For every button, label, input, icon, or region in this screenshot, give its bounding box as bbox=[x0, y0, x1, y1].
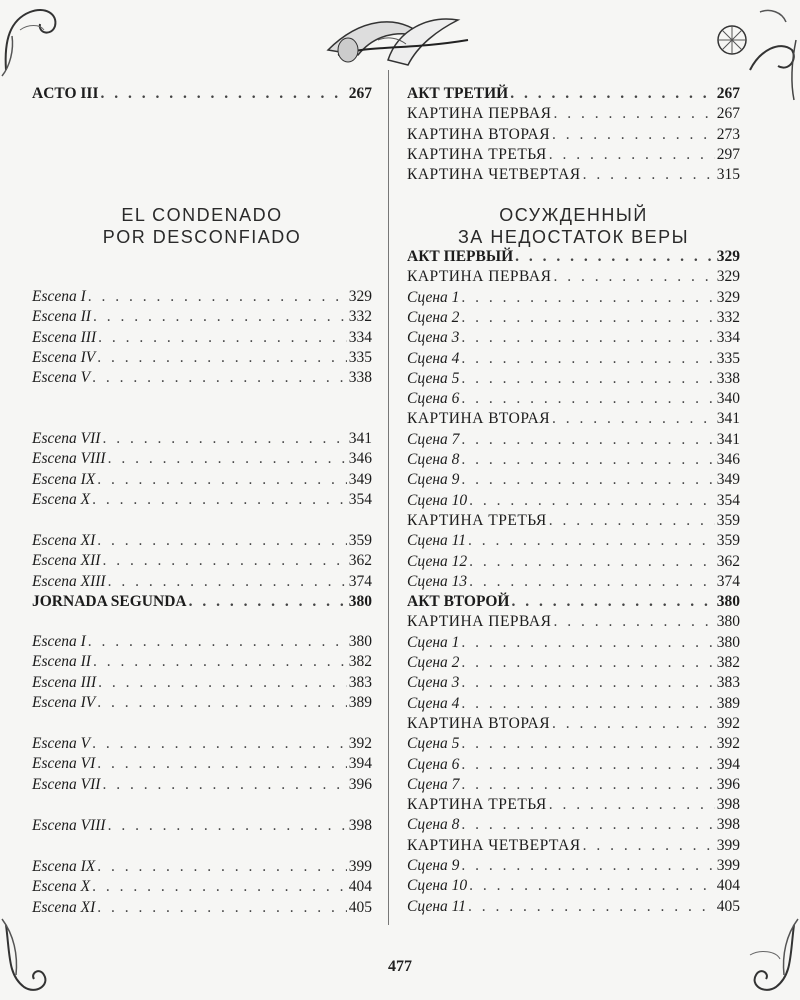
toc-entry-label: Escena VII bbox=[32, 430, 101, 447]
toc-entry[interactable] bbox=[32, 775, 372, 795]
toc-entry-label: КАРТИНА ПЕРВАЯ bbox=[407, 613, 552, 631]
leader-dots bbox=[461, 633, 714, 653]
toc-entry[interactable] bbox=[407, 633, 740, 653]
toc-entry[interactable] bbox=[407, 592, 740, 612]
leader-dots bbox=[549, 511, 715, 531]
toc-entry-label: Сцена 6 bbox=[407, 390, 460, 408]
toc-entry-page: 267 bbox=[348, 85, 372, 102]
toc-entry-label: КАРТИНА ПЕРВАЯ bbox=[407, 105, 552, 123]
toc-entry-label: КАРТИНА ТРЕТЬЯ bbox=[407, 796, 547, 814]
toc-entry-label: АКТ ТРЕТИЙ bbox=[407, 85, 509, 102]
leader-dots bbox=[97, 754, 346, 774]
toc-entry-label: Escena II bbox=[32, 308, 91, 326]
toc-entry-label: Escena X bbox=[32, 878, 91, 896]
toc-entry-label: Escena II bbox=[32, 653, 91, 671]
leader-dots bbox=[583, 165, 715, 185]
leader-dots bbox=[461, 288, 714, 308]
leader-dots bbox=[461, 856, 714, 876]
toc-entry[interactable] bbox=[407, 714, 740, 734]
toc-entry[interactable] bbox=[407, 369, 740, 389]
toc-entry[interactable] bbox=[32, 490, 372, 510]
toc-entry-page: 329 bbox=[348, 288, 372, 305]
leader-dots bbox=[92, 877, 347, 897]
leader-dots bbox=[102, 429, 346, 449]
toc-entry-page: 380 bbox=[348, 633, 372, 650]
toc-entry-page: 362 bbox=[348, 552, 372, 570]
toc-entry-page: 338 bbox=[716, 369, 740, 387]
toc-entry-page: 349 bbox=[716, 471, 740, 489]
toc-entry-page: 394 bbox=[348, 755, 372, 773]
toc-entry-page: 334 bbox=[716, 329, 740, 347]
leader-dots bbox=[552, 409, 715, 429]
toc-entry[interactable] bbox=[407, 84, 740, 104]
lily-ornament-top-center bbox=[318, 0, 478, 80]
play-title-russian bbox=[407, 204, 740, 248]
toc-entry-page: 380 bbox=[716, 613, 740, 631]
toc-entry-page: 273 bbox=[716, 125, 740, 143]
toc-entry-page: 359 bbox=[348, 532, 372, 549]
toc-entry-page: 399 bbox=[716, 836, 740, 854]
toc-entry-label: Escena IV bbox=[32, 693, 96, 711]
toc-entry[interactable] bbox=[407, 267, 740, 287]
play-title-line: POR DESCONFIADO bbox=[102, 227, 302, 247]
toc-entry-label: ACTO III bbox=[32, 85, 99, 102]
toc-entry-label: Escena I bbox=[32, 288, 86, 305]
toc-entry-label: Сцена 7 bbox=[407, 775, 460, 793]
toc-entry-page: 389 bbox=[716, 694, 740, 712]
scroll-ornament-top-left bbox=[0, 0, 70, 80]
toc-entry-page: 380 bbox=[716, 593, 740, 611]
toc-entry[interactable] bbox=[32, 693, 372, 713]
leader-dots bbox=[552, 125, 715, 145]
toc-entry-page: 392 bbox=[348, 735, 372, 752]
toc-entry-label: Escena VIII bbox=[32, 817, 106, 834]
leader-dots bbox=[468, 897, 715, 917]
toc-entry-label: Сцена 12 bbox=[407, 552, 468, 570]
toc-entry[interactable] bbox=[32, 592, 372, 612]
toc-entry-page: 354 bbox=[716, 491, 740, 509]
toc-entry-label: Сцена 8 bbox=[407, 816, 460, 834]
toc-entry-label: КАРТИНА ВТОРАЯ bbox=[407, 714, 551, 732]
toc-entry[interactable] bbox=[32, 673, 372, 693]
toc-entry-label: Escena IV bbox=[32, 348, 96, 366]
leader-dots bbox=[92, 368, 347, 388]
toc-entry[interactable] bbox=[407, 856, 740, 876]
leader-dots bbox=[552, 714, 715, 734]
toc-entry[interactable] bbox=[32, 348, 372, 368]
toc-entry[interactable] bbox=[407, 836, 740, 856]
leader-dots bbox=[98, 328, 347, 348]
toc-entry-page: 396 bbox=[348, 775, 372, 793]
leader-dots bbox=[461, 369, 714, 389]
toc-entry-page: 341 bbox=[716, 430, 740, 448]
toc-entry[interactable] bbox=[32, 531, 372, 551]
toc-entry[interactable] bbox=[407, 247, 740, 267]
toc-entry[interactable] bbox=[32, 368, 372, 388]
toc-entry-page: 383 bbox=[716, 674, 740, 692]
toc-entry-label: Сцена 13 bbox=[407, 572, 468, 590]
play-title-line: ЗА НЕДОСТАТОК ВЕРЫ bbox=[457, 227, 690, 247]
toc-entry[interactable] bbox=[32, 898, 372, 918]
toc-entry[interactable] bbox=[407, 409, 740, 429]
toc-entry-page: 396 bbox=[716, 775, 740, 793]
toc-entry[interactable] bbox=[407, 389, 740, 409]
toc-entry-page: 341 bbox=[716, 410, 740, 428]
leader-dots bbox=[461, 349, 714, 369]
toc-entry[interactable] bbox=[407, 430, 740, 450]
toc-entry[interactable] bbox=[32, 572, 372, 592]
leader-dots bbox=[553, 104, 714, 124]
toc-entry[interactable] bbox=[407, 450, 740, 470]
leader-dots bbox=[97, 470, 346, 490]
toc-entry-label: Сцена 11 bbox=[407, 532, 467, 550]
leader-dots bbox=[189, 592, 347, 612]
toc-entry[interactable] bbox=[407, 775, 740, 795]
toc-entry-page: 399 bbox=[348, 858, 372, 875]
toc-entry[interactable] bbox=[407, 125, 740, 145]
toc-entry-label: Сцена 9 bbox=[407, 471, 460, 489]
leader-dots bbox=[469, 552, 715, 572]
toc-entry-page: 362 bbox=[716, 552, 740, 570]
leader-dots bbox=[92, 734, 347, 754]
toc-entry-label: Escena III bbox=[32, 673, 97, 691]
toc-entry-page: 398 bbox=[716, 816, 740, 834]
toc-entry[interactable] bbox=[407, 470, 740, 490]
toc-entry-label: АКТ ВТОРОЙ bbox=[407, 593, 510, 611]
toc-entry[interactable] bbox=[407, 491, 740, 511]
toc-entry[interactable] bbox=[407, 328, 740, 348]
toc-entry-page: 334 bbox=[348, 328, 372, 346]
leader-dots bbox=[88, 632, 347, 652]
toc-entry-page: 359 bbox=[716, 511, 740, 529]
play-title-line: ОСУЖДЕННЫЙ bbox=[499, 205, 648, 225]
toc-entry[interactable] bbox=[32, 449, 372, 469]
toc-entry[interactable] bbox=[32, 857, 372, 877]
toc-entry[interactable] bbox=[407, 572, 740, 592]
toc-entry-label: Сцена 7 bbox=[407, 430, 460, 448]
leader-dots bbox=[461, 450, 714, 470]
toc-entry-page: 332 bbox=[716, 308, 740, 326]
leader-dots bbox=[108, 816, 347, 836]
toc-entry[interactable] bbox=[32, 754, 372, 774]
toc-entry[interactable] bbox=[407, 734, 740, 754]
toc-entry-label: Escena X bbox=[32, 490, 91, 508]
leader-dots bbox=[553, 612, 714, 632]
toc-entry-label: Escena VIII bbox=[32, 450, 106, 468]
toc-entry[interactable] bbox=[407, 511, 740, 531]
toc-entry[interactable] bbox=[32, 470, 372, 490]
toc-entry-page: 383 bbox=[348, 673, 372, 691]
toc-entry[interactable] bbox=[407, 653, 740, 673]
toc-entry-page: 404 bbox=[348, 878, 372, 896]
toc-entry[interactable] bbox=[407, 876, 740, 896]
toc-entry-label: КАРТИНА ТРЕТЬЯ bbox=[407, 145, 547, 163]
toc-entry-page: 267 bbox=[716, 105, 740, 123]
leader-dots bbox=[97, 857, 346, 877]
toc-entry-label: Escena IX bbox=[32, 858, 96, 875]
toc-entry-label: КАРТИНА ПЕРВАЯ bbox=[407, 268, 552, 286]
play-title-spanish bbox=[32, 204, 372, 248]
toc-entry-page: 332 bbox=[348, 308, 372, 326]
toc-entry-label: Сцена 5 bbox=[407, 735, 460, 753]
leader-dots bbox=[461, 734, 714, 754]
toc-entry[interactable] bbox=[32, 877, 372, 897]
leader-dots bbox=[97, 348, 346, 368]
leader-dots bbox=[108, 572, 347, 592]
toc-entry[interactable] bbox=[407, 694, 740, 714]
toc-entry[interactable] bbox=[32, 551, 372, 571]
toc-entry-page: 405 bbox=[716, 897, 740, 915]
toc-entry-label: Escena IX bbox=[32, 470, 96, 488]
toc-entry-label: Сцена 10 bbox=[407, 491, 468, 509]
toc-entry-label: Escena VII bbox=[32, 775, 101, 793]
toc-entry[interactable] bbox=[407, 349, 740, 369]
toc-entry-page: 405 bbox=[348, 898, 372, 916]
toc-entry[interactable] bbox=[407, 165, 740, 185]
toc-entry-label: Escena XI bbox=[32, 898, 96, 916]
leader-dots bbox=[461, 673, 714, 693]
toc-entry-label: Сцена 11 bbox=[407, 897, 467, 915]
toc-entry-label: Escena V bbox=[32, 735, 91, 752]
toc-entry[interactable] bbox=[32, 287, 372, 307]
toc-entry-label: КАРТИНА ТРЕТЬЯ bbox=[407, 511, 547, 529]
toc-entry-label: Сцена 2 bbox=[407, 308, 460, 326]
toc-entry-page: 399 bbox=[716, 857, 740, 874]
leader-dots bbox=[461, 430, 714, 450]
toc-entry-page: 392 bbox=[716, 714, 740, 732]
leader-dots bbox=[108, 449, 347, 469]
toc-entry-page: 380 bbox=[348, 593, 372, 610]
leader-dots bbox=[549, 145, 715, 165]
toc-entry-page: 335 bbox=[716, 349, 740, 367]
toc-entry-page: 335 bbox=[348, 348, 372, 366]
toc-entry[interactable] bbox=[407, 104, 740, 124]
leader-dots bbox=[469, 491, 715, 511]
toc-entry-page: 346 bbox=[716, 451, 740, 468]
toc-entry-label: КАРТИНА ЧЕТВЕРТАЯ bbox=[407, 166, 581, 184]
toc-entry-label: Сцена 6 bbox=[407, 755, 460, 773]
toc-entry-page: 380 bbox=[716, 633, 740, 651]
toc-entry-page: 340 bbox=[716, 390, 740, 408]
toc-entry-label: Escena I bbox=[32, 633, 86, 650]
page-number: 477 bbox=[388, 958, 412, 975]
toc-entry[interactable] bbox=[32, 429, 372, 449]
toc-entry-page: 346 bbox=[348, 450, 372, 468]
toc-entry[interactable] bbox=[407, 815, 740, 835]
toc-entry[interactable] bbox=[407, 145, 740, 165]
leader-dots bbox=[93, 652, 347, 672]
toc-entry[interactable] bbox=[32, 632, 372, 652]
toc-entry[interactable] bbox=[407, 308, 740, 328]
leader-dots bbox=[97, 693, 346, 713]
toc-entry-page: 382 bbox=[716, 654, 740, 671]
toc-entry-label: Сцена 4 bbox=[407, 349, 460, 367]
toc-entry-page: 354 bbox=[348, 490, 372, 508]
toc-entry-page: 392 bbox=[716, 735, 740, 753]
toc-entry-label: Escena III bbox=[32, 328, 97, 346]
toc-entry-page: 349 bbox=[348, 470, 372, 488]
leader-dots bbox=[98, 673, 347, 693]
toc-entry[interactable] bbox=[407, 795, 740, 815]
leader-dots bbox=[102, 775, 346, 795]
toc-entry[interactable] bbox=[407, 673, 740, 693]
leader-dots bbox=[461, 694, 714, 714]
leader-dots bbox=[97, 898, 346, 918]
toc-entry-label: КАРТИНА ВТОРАЯ bbox=[407, 410, 551, 428]
toc-entry[interactable] bbox=[407, 531, 740, 551]
toc-entry[interactable] bbox=[407, 612, 740, 632]
toc-entry-page: 329 bbox=[716, 268, 740, 286]
leader-dots bbox=[461, 308, 714, 328]
toc-entry-label: КАРТИНА ЧЕТВЕРТАЯ bbox=[407, 836, 581, 854]
toc-entry-page: 389 bbox=[348, 693, 372, 711]
toc-entry-page: 297 bbox=[716, 145, 740, 163]
toc-entry[interactable] bbox=[32, 816, 372, 836]
toc-entry-label: Сцена 1 bbox=[407, 288, 460, 306]
toc-entry-label: Сцена 3 bbox=[407, 674, 460, 692]
toc-entry-label: Сцена 8 bbox=[407, 451, 460, 468]
leader-dots bbox=[461, 328, 714, 348]
leader-dots bbox=[92, 490, 347, 510]
leader-dots bbox=[553, 267, 714, 287]
toc-entry-page: 315 bbox=[716, 166, 740, 184]
leader-dots bbox=[102, 551, 346, 571]
toc-entry-page: 398 bbox=[716, 796, 740, 814]
toc-entry[interactable] bbox=[32, 328, 372, 348]
toc-entry[interactable] bbox=[407, 552, 740, 572]
toc-entry-page: 267 bbox=[716, 85, 740, 102]
toc-entry-page: 338 bbox=[348, 369, 372, 387]
leader-dots bbox=[510, 84, 715, 104]
toc-entry-label: Сцена 4 bbox=[407, 694, 460, 712]
leader-dots bbox=[461, 755, 714, 775]
toc-entry-label: Сцена 10 bbox=[407, 877, 468, 895]
leader-dots bbox=[469, 572, 715, 592]
leader-dots bbox=[97, 531, 346, 551]
leader-dots bbox=[469, 876, 715, 896]
toc-entry-page: 329 bbox=[716, 248, 740, 265]
column-divider bbox=[388, 70, 389, 925]
toc-entry-page: 374 bbox=[348, 572, 372, 590]
leader-dots bbox=[100, 84, 346, 104]
toc-entry-label: Сцена 5 bbox=[407, 369, 460, 387]
leader-dots bbox=[549, 795, 715, 815]
toc-entry-label: КАРТИНА ВТОРАЯ bbox=[407, 125, 551, 143]
toc-entry[interactable] bbox=[32, 652, 372, 672]
toc-entry[interactable] bbox=[32, 84, 372, 104]
toc-entry[interactable] bbox=[407, 755, 740, 775]
toc-entry-page: 359 bbox=[716, 532, 740, 550]
toc-entry-label: АКТ ПЕРВЫЙ bbox=[407, 248, 514, 265]
toc-entry-label: Escena XIII bbox=[32, 572, 106, 590]
toc-entry[interactable] bbox=[32, 307, 372, 327]
leader-dots bbox=[468, 531, 715, 551]
toc-entry-label: Escena V bbox=[32, 369, 91, 387]
toc-entry[interactable] bbox=[407, 288, 740, 308]
toc-entry-label: Escena VI bbox=[32, 755, 96, 773]
toc-entry-label: Сцена 2 bbox=[407, 654, 460, 671]
toc-entry-label: Escena XI bbox=[32, 532, 96, 549]
leader-dots bbox=[583, 836, 715, 856]
toc-entry-label: Сцена 9 bbox=[407, 857, 460, 874]
toc-entry-label: Сцена 1 bbox=[407, 633, 460, 651]
leader-dots bbox=[93, 307, 347, 327]
toc-entry-page: 394 bbox=[716, 755, 740, 773]
toc-entry-page: 398 bbox=[348, 817, 372, 834]
leader-dots bbox=[461, 815, 714, 835]
toc-entry-page: 329 bbox=[716, 288, 740, 306]
leader-dots bbox=[461, 775, 714, 795]
toc-entry-page: 374 bbox=[716, 572, 740, 590]
leader-dots bbox=[461, 470, 714, 490]
toc-entry-label: JORNADA SEGUNDA bbox=[32, 593, 187, 610]
toc-entry[interactable] bbox=[32, 734, 372, 754]
leader-dots bbox=[461, 389, 714, 409]
toc-entry-page: 341 bbox=[348, 430, 372, 447]
toc-entry-page: 382 bbox=[348, 653, 372, 671]
toc-entry-page: 404 bbox=[716, 877, 740, 895]
toc-entry-label: Сцена 3 bbox=[407, 329, 460, 347]
leader-dots bbox=[511, 592, 714, 612]
leader-dots bbox=[515, 247, 715, 267]
leader-dots bbox=[88, 287, 347, 307]
leader-dots bbox=[461, 653, 714, 673]
toc-entry-label: Escena XII bbox=[32, 552, 101, 570]
toc-entry[interactable] bbox=[407, 897, 740, 917]
play-title-line: EL CONDENADO bbox=[121, 205, 283, 225]
